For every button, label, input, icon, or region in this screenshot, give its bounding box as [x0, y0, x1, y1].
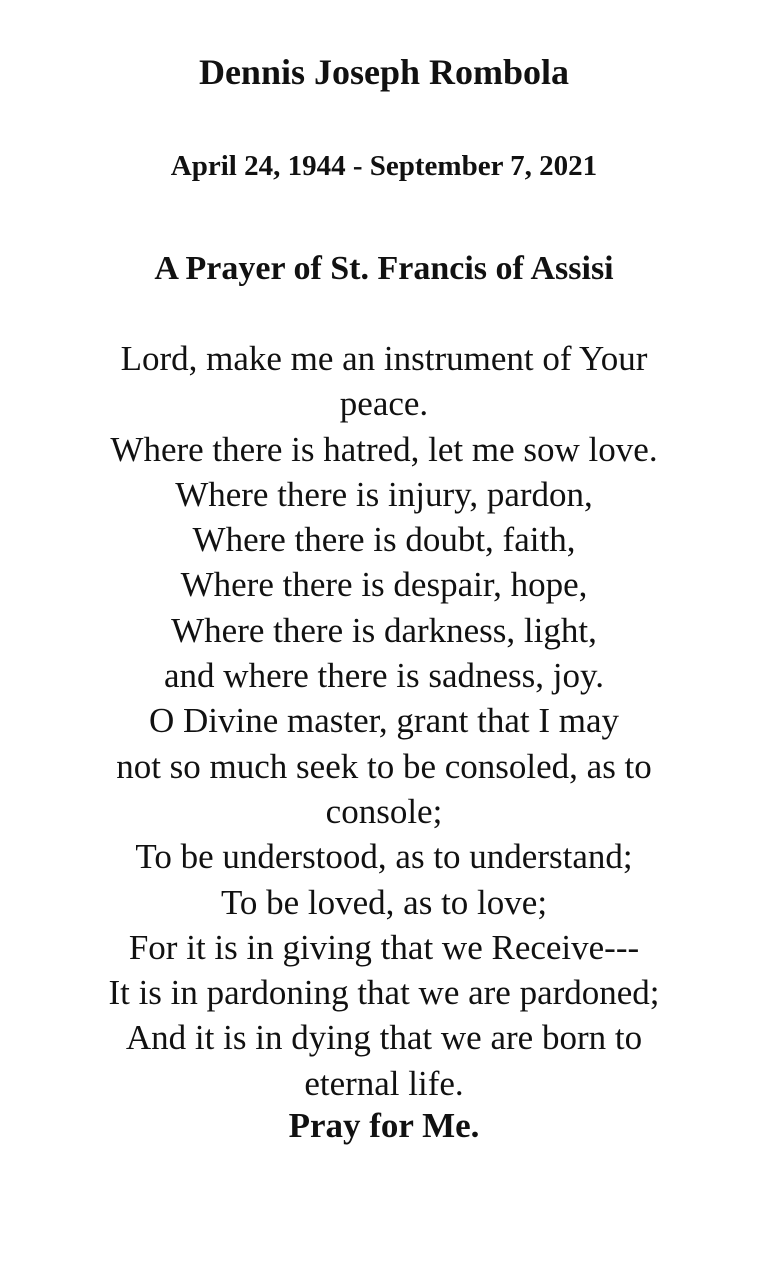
life-dates: April 24, 1944 - September 7, 2021: [170, 150, 598, 182]
prayer-line: eternal life.: [304, 1063, 464, 1103]
prayer-line: To be loved, as to love;: [220, 882, 548, 922]
prayer-title: A Prayer of St. Francis of Assisi: [154, 250, 614, 287]
prayer-line: Where there is darkness, light,: [171, 610, 597, 650]
prayer-line: and where there is sadness, joy.: [164, 656, 604, 696]
prayer-line: For it is in giving that we Receive---: [128, 927, 640, 967]
prayer-line: Lord, make me an instrument of Your: [120, 339, 648, 378]
closing-line: Pray for Me.: [288, 1106, 480, 1145]
prayer-line: peace.: [339, 384, 429, 424]
prayer-line: console;: [325, 791, 443, 831]
prayer-line: Where there is despair, hope,: [180, 565, 588, 605]
prayer-line: Where there is doubt, faith,: [192, 520, 576, 560]
prayer-line: not so much seek to be consoled, as to: [116, 746, 652, 786]
prayer-line: Where there is hatred, let me sow love.: [110, 429, 658, 469]
prayer-body: [0, 336, 768, 1106]
prayer-line: O Divine master, grant that I may: [149, 701, 619, 741]
prayer-line: And it is in dying that we are born to: [125, 1018, 643, 1058]
prayer-line: It is in pardoning that we are pardoned;: [108, 973, 660, 1013]
prayer-line: Where there is injury, pardon,: [175, 474, 593, 514]
prayer-line: To be understood, as to understand;: [135, 837, 633, 877]
deceased-name: Dennis Joseph Rombola: [198, 52, 570, 92]
